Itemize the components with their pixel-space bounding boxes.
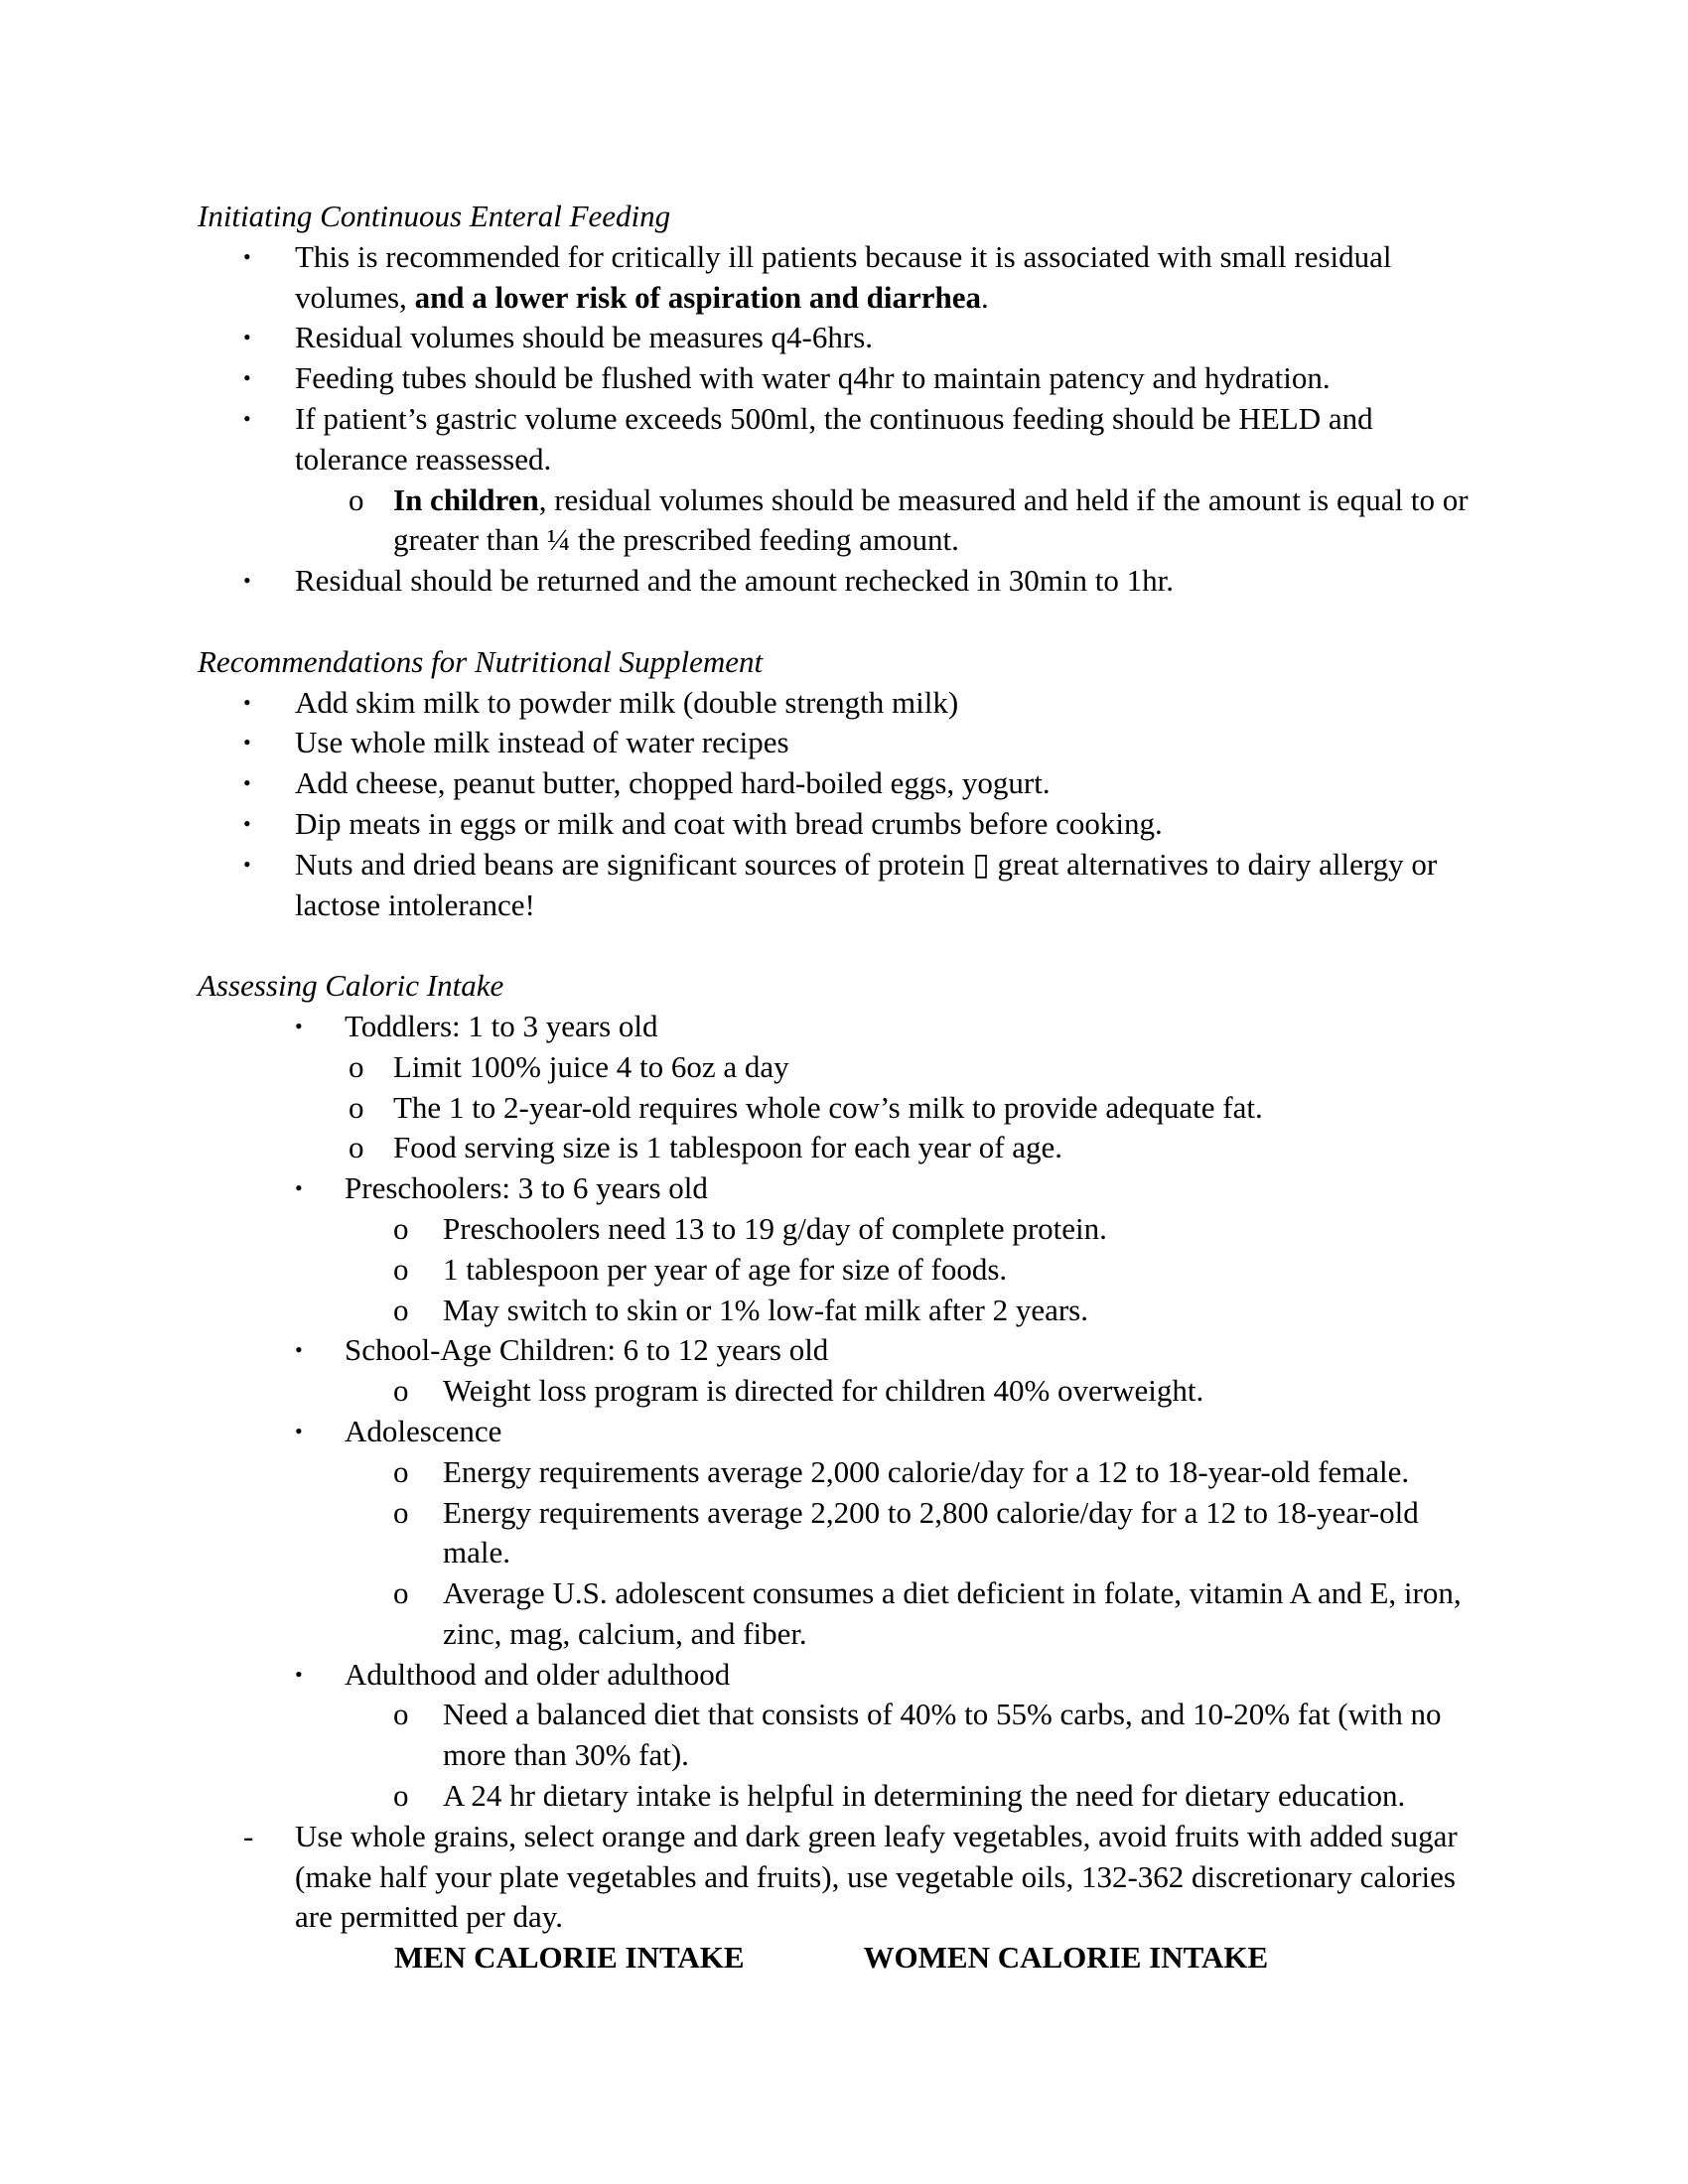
sub-bullet-icon: o <box>393 1575 409 1611</box>
women-calorie-intake-heading: WOMEN CALORIE INTAKE <box>863 1940 1269 1976</box>
item-text: A 24 hr dietary intake is helpful in determining the need for dietary education. <box>443 1778 1406 1814</box>
item-text: , residual volumes should be measured and held if the amount is equal to or greater than ¼ the prescribed feeding amount. <box>393 481 1469 558</box>
list-item <box>198 358 1478 399</box>
section-gap <box>198 925 1478 966</box>
sub-bullet-icon: o <box>393 1778 409 1814</box>
dash-marker: - <box>243 1818 254 1853</box>
list-item <box>198 723 1478 763</box>
item-text: Use whole grains, select orange and dark green leafy vegetables, avoid fruits with added sugar (make half your plate vegetables and fruits), use vegetable oils, 132-362 discretionary calories are permitted per day. <box>295 1818 1458 1935</box>
item-text: Need a balanced diet that consists of 40% to 55% carbs, and 10-20% fat (with no more than 30% fat). <box>443 1697 1442 1773</box>
bullet-icon: • <box>243 810 251 836</box>
item-text: Food serving size is 1 tablespoon for each year of age. <box>393 1130 1063 1165</box>
item-text: Energy requirements average 2,200 to 2,800 calorie/day for a 12 to 18-year-old male. <box>443 1494 1419 1570</box>
item-text: 1 tablespoon per year of age for size of foods. <box>443 1251 1008 1287</box>
document-body <box>198 197 1478 1979</box>
item-text: Preschoolers: 3 to 6 years old <box>345 1170 708 1206</box>
item-text: Limit 100% juice 4 to 6oz a day <box>393 1048 789 1084</box>
sub-bullet-icon: o <box>393 1453 409 1489</box>
list-item <box>198 1371 1478 1412</box>
bullet-icon: • <box>295 1013 303 1038</box>
item-text: Feeding tubes should be flushed with water q4hr to maintain patency and hydration. <box>295 360 1331 396</box>
list-item <box>198 1817 1478 1938</box>
item-text: May switch to skin or 1% low-fat milk after 2 years. <box>443 1292 1088 1327</box>
list-item <box>198 1776 1478 1817</box>
list-item <box>198 1573 1478 1655</box>
list-item <box>198 399 1478 480</box>
list-item <box>198 1209 1478 1250</box>
list-item <box>198 1128 1478 1168</box>
sub-bullet-icon: o <box>393 1697 409 1732</box>
sub-bullet-icon: o <box>393 1292 409 1327</box>
list-item <box>198 1088 1478 1129</box>
item-text: . <box>980 279 989 315</box>
item-text: The 1 to 2-year-old requires whole cow’s milk to provide adequate fat. <box>393 1089 1263 1125</box>
bullet-icon: • <box>243 568 251 594</box>
list-item <box>198 1168 1478 1209</box>
list-item <box>198 1695 1478 1776</box>
sub-bullet-icon: o <box>349 1089 364 1125</box>
bullet-icon: • <box>243 405 251 431</box>
bullet-icon: • <box>243 689 251 715</box>
item-text: Residual volumes should be measures q4-6hrs. <box>295 320 874 355</box>
sub-bullet-icon: o <box>393 1373 409 1409</box>
bullet-icon: • <box>243 243 251 269</box>
list-item <box>198 763 1478 804</box>
section-heading: Assessing Caloric Intake <box>198 968 504 1004</box>
item-text: School-Age Children: 6 to 12 years old <box>345 1332 829 1368</box>
item-text: This is recommended for critically ill patients because it is associated with small residual volumes, <box>295 238 1392 315</box>
item-text: Residual should be returned and the amount rechecked in 30min to 1hr. <box>295 563 1174 599</box>
list-item <box>198 1655 1478 1696</box>
sub-bullet-icon: o <box>349 481 364 517</box>
sub-bullet-icon: o <box>349 1130 364 1165</box>
bullet-icon: • <box>243 325 251 350</box>
men-calorie-intake-heading: MEN CALORIE INTAKE <box>394 1940 745 1976</box>
list-item <box>198 480 1478 562</box>
item-text: Preschoolers need 13 to 19 g/day of complete protein. <box>443 1210 1107 1246</box>
item-text: Weight loss program is directed for children 40% overweight. <box>443 1373 1204 1409</box>
item-text: Add skim milk to powder milk (double strength milk) <box>295 684 959 720</box>
bullet-icon: • <box>243 851 251 877</box>
item-text: Adulthood and older adulthood <box>345 1656 731 1692</box>
section-gap <box>198 602 1478 642</box>
list-item <box>198 683 1478 724</box>
item-text: Adolescence <box>345 1413 502 1448</box>
sub-bullet-icon: o <box>349 1048 364 1084</box>
bullet-icon: • <box>243 730 251 755</box>
sub-bullet-icon: o <box>393 1494 409 1530</box>
list-item <box>198 1007 1478 1047</box>
item-text: Use whole milk instead of water recipes <box>295 725 789 760</box>
item-text: Average U.S. adolescent consumes a diet deficient in folate, vitamin A and E, iron, zinc, mag, calcium, and fiber. <box>443 1575 1462 1651</box>
item-text: Toddlers: 1 to 3 years old <box>345 1008 658 1043</box>
bullet-icon: • <box>295 1661 303 1687</box>
list-item <box>198 1412 1478 1452</box>
bold-text: In children <box>393 481 539 517</box>
bullet-icon: • <box>295 1337 303 1363</box>
list-item <box>198 1047 1478 1088</box>
item-text: If patient’s gastric volume exceeds 500ml, the continuous feeding should be HELD and tolerance reassessed. <box>295 400 1373 477</box>
list-item <box>198 561 1478 602</box>
list-item <box>198 1330 1478 1371</box>
section-heading: Recommendations for Nutritional Supplement <box>198 643 764 679</box>
list-item <box>198 1250 1478 1291</box>
item-text: Nuts and dried beans are significant sources of protein ▯ great alternatives to dairy allergy or lactose intolerance! <box>295 846 1438 922</box>
bullet-icon: • <box>243 770 251 796</box>
list-item <box>198 1452 1478 1493</box>
sub-bullet-icon: o <box>393 1210 409 1246</box>
bullet-icon: • <box>243 365 251 391</box>
list-item <box>198 804 1478 845</box>
item-text: Dip meats in eggs or milk and coat with bread crumbs before cooking. <box>295 805 1163 841</box>
list-item <box>198 1291 1478 1331</box>
bullet-icon: • <box>295 1418 303 1443</box>
list-item <box>198 318 1478 358</box>
sub-bullet-icon: o <box>393 1251 409 1287</box>
item-text: Energy requirements average 2,000 calorie/day for a 12 to 18-year-old female. <box>443 1453 1410 1489</box>
calorie-intake-headers <box>198 1938 1478 1979</box>
item-text: Add cheese, peanut butter, chopped hard-boiled eggs, yogurt. <box>295 765 1051 801</box>
bold-text: and a lower risk of aspiration and diarrhea <box>414 279 981 315</box>
list-item <box>198 1493 1478 1574</box>
section-heading: Initiating Continuous Enteral Feeding <box>198 199 671 233</box>
list-item <box>198 845 1478 926</box>
bullet-icon: • <box>295 1175 303 1201</box>
list-item <box>198 237 1478 319</box>
